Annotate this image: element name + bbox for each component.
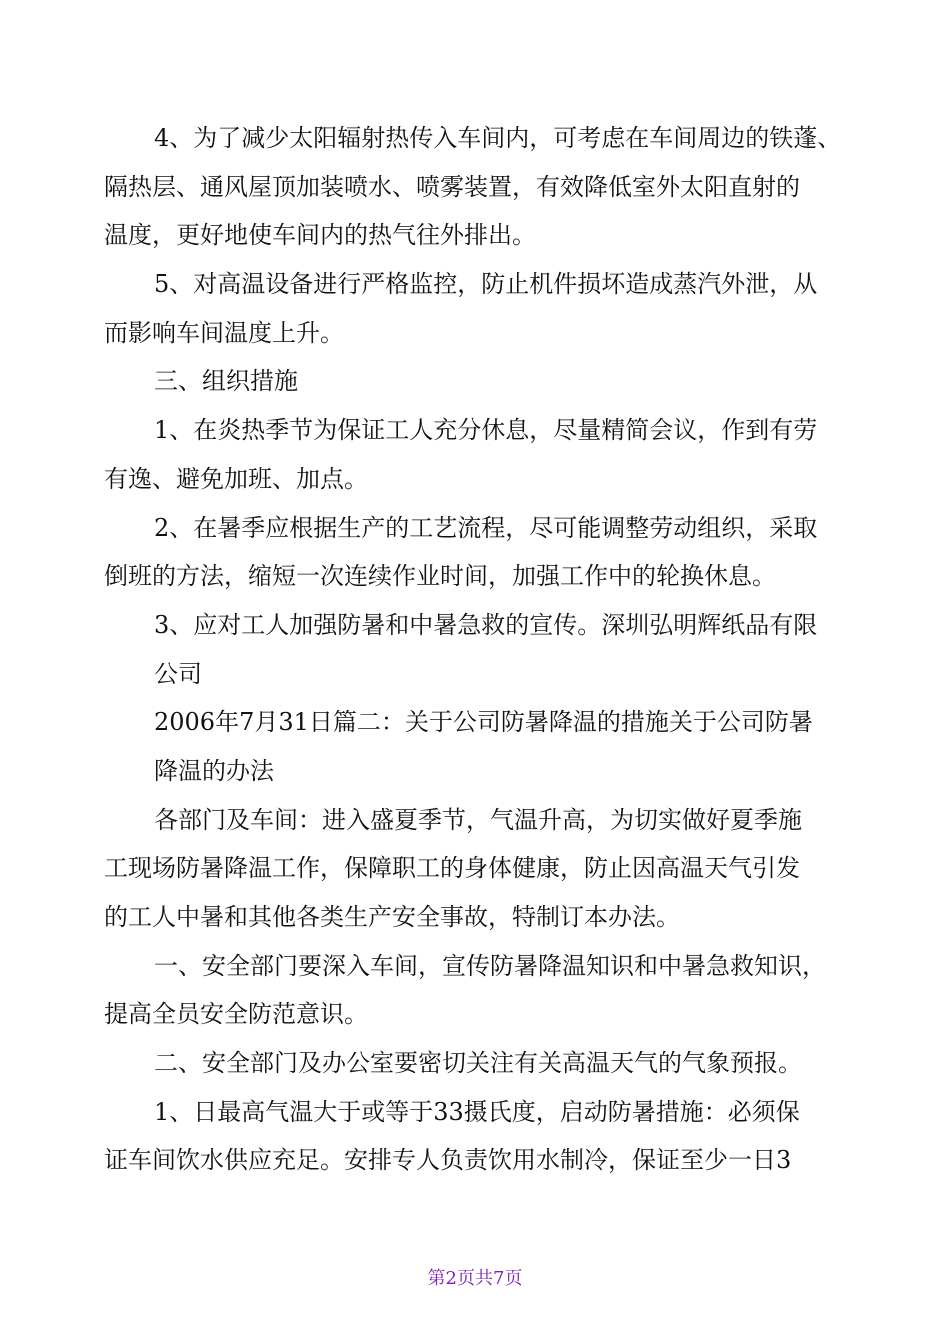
section-heading: 一、安全部门要深入车间，宣传防暑降温知识和中暑急救知识， <box>154 951 826 980</box>
text-line: 降温的办法 <box>154 756 274 785</box>
text-line: 工现场防暑降温工作，保障职工的身体健康，防止因高温天气引发 <box>104 854 800 883</box>
text-line: 2、在暑季应根据生产的工艺流程，尽可能调整劳动组织，采取 <box>154 513 818 542</box>
text-line: 5、对高温设备进行严格监控，防止机件损坏造成蒸汽外泄，从 <box>154 270 818 299</box>
text-line: 而影响车间温度上升。 <box>104 318 344 347</box>
text-line: 3、应对工人加强防暑和中暑急救的宣传。深圳弘明辉纸品有限 <box>154 610 818 639</box>
page-number-footer: 第2页共7页 <box>427 1268 523 1289</box>
text-line: 公司 <box>154 659 202 688</box>
section-heading: 二、安全部门及办公室要密切关注有关高温天气的气象预报。 <box>154 1049 802 1078</box>
document-body <box>104 114 864 1185</box>
text-line: 提高全员安全防范意识。 <box>104 1000 368 1029</box>
text-line: 1、日最高气温大于或等于33摄氏度，启动防暑措施：必须保 <box>154 1097 800 1126</box>
text-line: 温度，更好地使车间内的热气往外排出。 <box>104 221 536 250</box>
text-line: 隔热层、通风屋顶加装喷水、喷雾装置，有效降低室外太阳直射的 <box>104 172 800 201</box>
text-line: 证车间饮水供应充足。安排专人负责饮用水制冷，保证至少一日3 <box>104 1146 792 1175</box>
text-line: 各部门及车间：进入盛夏季节，气温升高，为切实做好夏季施 <box>154 805 802 834</box>
text-line: 倒班的方法，缩短一次连续作业时间，加强工作中的轮换休息。 <box>104 562 776 591</box>
text-line: 2006年7月31日篇二：关于公司防暑降温的措施关于公司防暑 <box>154 708 813 737</box>
text-line: 4、为了减少太阳辐射热传入车间内，可考虑在车间周边的铁蓬、 <box>154 124 842 152</box>
text-line: 1、在炎热季节为保证工人充分休息，尽量精简会议，作到有劳 <box>154 416 818 445</box>
section-heading: 三、组织措施 <box>154 367 298 396</box>
text-line: 的工人中暑和其他各类生产安全事故，特制订本办法。 <box>104 903 680 931</box>
text-line: 有逸、避免加班、加点。 <box>104 464 368 493</box>
